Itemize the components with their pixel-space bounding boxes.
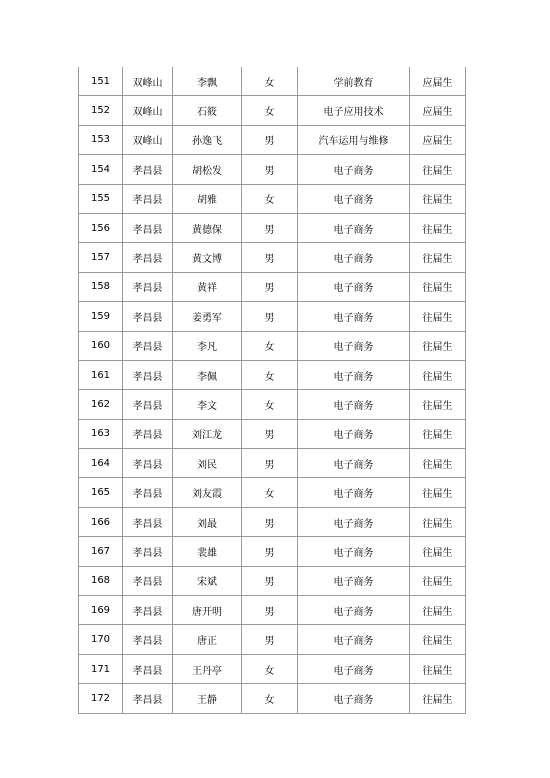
cell-gender: 女: [242, 684, 298, 713]
cell-number: 160: [79, 331, 123, 360]
student-roster-table: [78, 67, 466, 714]
table-row: [79, 96, 466, 125]
cell-number: 153: [79, 125, 123, 154]
cell-number: 167: [79, 537, 123, 566]
table-row: [79, 243, 466, 272]
cell-status: 往届生: [410, 537, 466, 566]
cell-number: 171: [79, 654, 123, 683]
table-row: [79, 654, 466, 683]
cell-county: 孝昌县: [123, 478, 173, 507]
cell-county: 孝昌县: [123, 360, 173, 389]
table-row: [79, 507, 466, 536]
cell-major: 电子商务: [298, 449, 410, 478]
cell-gender: 女: [242, 184, 298, 213]
cell-status: 往届生: [410, 419, 466, 448]
cell-number: 154: [79, 155, 123, 184]
cell-county: 双峰山: [123, 96, 173, 125]
cell-number: 159: [79, 302, 123, 331]
cell-county: 孝昌县: [123, 419, 173, 448]
cell-status: 往届生: [410, 478, 466, 507]
cell-number: 163: [79, 419, 123, 448]
cell-major: 电子应用技术: [298, 96, 410, 125]
cell-major: 电子商务: [298, 566, 410, 595]
cell-name: 刘民: [173, 449, 242, 478]
table-row: [79, 67, 466, 96]
cell-name: 姜勇军: [173, 302, 242, 331]
cell-name: 唐开明: [173, 596, 242, 625]
cell-name: 黄德保: [173, 213, 242, 242]
cell-status: 往届生: [410, 331, 466, 360]
cell-gender: 男: [242, 449, 298, 478]
cell-major: 电子商务: [298, 596, 410, 625]
table-row: [79, 537, 466, 566]
cell-county: 孝昌县: [123, 272, 173, 301]
cell-gender: 女: [242, 390, 298, 419]
cell-name: 李飘: [173, 67, 242, 96]
cell-status: 往届生: [410, 507, 466, 536]
cell-name: 刘江龙: [173, 419, 242, 448]
cell-county: 双峰山: [123, 125, 173, 154]
cell-major: 电子商务: [298, 155, 410, 184]
table-row: [79, 213, 466, 242]
cell-status: 往届生: [410, 390, 466, 419]
cell-status: 往届生: [410, 184, 466, 213]
cell-status: 往届生: [410, 213, 466, 242]
cell-gender: 男: [242, 419, 298, 448]
cell-major: 电子商务: [298, 537, 410, 566]
cell-county: 孝昌县: [123, 684, 173, 713]
cell-gender: 女: [242, 96, 298, 125]
cell-county: 孝昌县: [123, 213, 173, 242]
cell-name: 黄祥: [173, 272, 242, 301]
cell-status: 往届生: [410, 625, 466, 654]
cell-status: 往届生: [410, 243, 466, 272]
cell-status: 往届生: [410, 155, 466, 184]
cell-number: 165: [79, 478, 123, 507]
cell-gender: 男: [242, 125, 298, 154]
cell-gender: 女: [242, 478, 298, 507]
cell-number: 166: [79, 507, 123, 536]
cell-number: 161: [79, 360, 123, 389]
cell-major: 电子商务: [298, 478, 410, 507]
cell-name: 李凡: [173, 331, 242, 360]
cell-gender: 女: [242, 331, 298, 360]
cell-status: 往届生: [410, 360, 466, 389]
cell-number: 151: [79, 67, 123, 96]
cell-status: 往届生: [410, 566, 466, 595]
cell-gender: 男: [242, 272, 298, 301]
cell-major: 电子商务: [298, 302, 410, 331]
cell-county: 孝昌县: [123, 155, 173, 184]
cell-name: 王丹亭: [173, 654, 242, 683]
cell-major: 学前教育: [298, 67, 410, 96]
cell-number: 162: [79, 390, 123, 419]
cell-county: 孝昌县: [123, 390, 173, 419]
cell-name: 李佩: [173, 360, 242, 389]
cell-major: 电子商务: [298, 684, 410, 713]
table-row: [79, 449, 466, 478]
cell-major: 电子商务: [298, 360, 410, 389]
roster-body: [79, 67, 466, 713]
cell-county: 孝昌县: [123, 625, 173, 654]
cell-county: 孝昌县: [123, 537, 173, 566]
table-row: [79, 390, 466, 419]
cell-status: 往届生: [410, 654, 466, 683]
table-row: [79, 331, 466, 360]
cell-status: 往届生: [410, 596, 466, 625]
cell-major: 电子商务: [298, 625, 410, 654]
cell-status: 往届生: [410, 684, 466, 713]
cell-name: 王静: [173, 684, 242, 713]
table-row: [79, 684, 466, 713]
cell-name: 胡雅: [173, 184, 242, 213]
cell-county: 孝昌县: [123, 596, 173, 625]
cell-name: 宋斌: [173, 566, 242, 595]
cell-name: 刘友霞: [173, 478, 242, 507]
cell-gender: 男: [242, 155, 298, 184]
table-row: [79, 596, 466, 625]
cell-county: 孝昌县: [123, 184, 173, 213]
cell-major: 电子商务: [298, 419, 410, 448]
cell-gender: 男: [242, 507, 298, 536]
cell-name: 刘最: [173, 507, 242, 536]
cell-name: 胡松发: [173, 155, 242, 184]
cell-major: 电子商务: [298, 213, 410, 242]
cell-name: 李文: [173, 390, 242, 419]
cell-number: 170: [79, 625, 123, 654]
cell-name: 孙逸飞: [173, 125, 242, 154]
cell-status: 往届生: [410, 302, 466, 331]
cell-number: 168: [79, 566, 123, 595]
cell-major: 电子商务: [298, 654, 410, 683]
table-row: [79, 155, 466, 184]
cell-county: 孝昌县: [123, 507, 173, 536]
cell-number: 157: [79, 243, 123, 272]
cell-number: 169: [79, 596, 123, 625]
cell-major: 电子商务: [298, 507, 410, 536]
cell-major: 汽车运用与维修: [298, 125, 410, 154]
table-row: [79, 184, 466, 213]
cell-number: 155: [79, 184, 123, 213]
cell-county: 孝昌县: [123, 302, 173, 331]
table-row: [79, 625, 466, 654]
cell-status: 应届生: [410, 67, 466, 96]
cell-name: 黄文博: [173, 243, 242, 272]
cell-gender: 男: [242, 243, 298, 272]
table-row: [79, 478, 466, 507]
cell-number: 164: [79, 449, 123, 478]
table-row: [79, 419, 466, 448]
cell-gender: 男: [242, 596, 298, 625]
table-row: [79, 566, 466, 595]
cell-major: 电子商务: [298, 272, 410, 301]
cell-number: 172: [79, 684, 123, 713]
cell-number: 152: [79, 96, 123, 125]
cell-gender: 女: [242, 67, 298, 96]
cell-major: 电子商务: [298, 243, 410, 272]
cell-county: 孝昌县: [123, 654, 173, 683]
cell-gender: 男: [242, 537, 298, 566]
cell-name: 唐正: [173, 625, 242, 654]
cell-gender: 女: [242, 654, 298, 683]
table-row: [79, 302, 466, 331]
cell-status: 往届生: [410, 272, 466, 301]
cell-major: 电子商务: [298, 331, 410, 360]
table-row: [79, 125, 466, 154]
cell-status: 应届生: [410, 125, 466, 154]
cell-gender: 男: [242, 213, 298, 242]
cell-name: 裴雄: [173, 537, 242, 566]
cell-status: 应届生: [410, 96, 466, 125]
cell-gender: 男: [242, 302, 298, 331]
cell-gender: 女: [242, 360, 298, 389]
cell-major: 电子商务: [298, 184, 410, 213]
cell-county: 孝昌县: [123, 449, 173, 478]
cell-number: 158: [79, 272, 123, 301]
cell-gender: 男: [242, 566, 298, 595]
cell-gender: 男: [242, 625, 298, 654]
cell-county: 孝昌县: [123, 243, 173, 272]
cell-major: 电子商务: [298, 390, 410, 419]
cell-county: 孝昌县: [123, 566, 173, 595]
cell-number: 156: [79, 213, 123, 242]
cell-name: 石筱: [173, 96, 242, 125]
table-row: [79, 272, 466, 301]
cell-status: 往届生: [410, 449, 466, 478]
table-row: [79, 360, 466, 389]
cell-county: 孝昌县: [123, 331, 173, 360]
cell-county: 双峰山: [123, 67, 173, 96]
